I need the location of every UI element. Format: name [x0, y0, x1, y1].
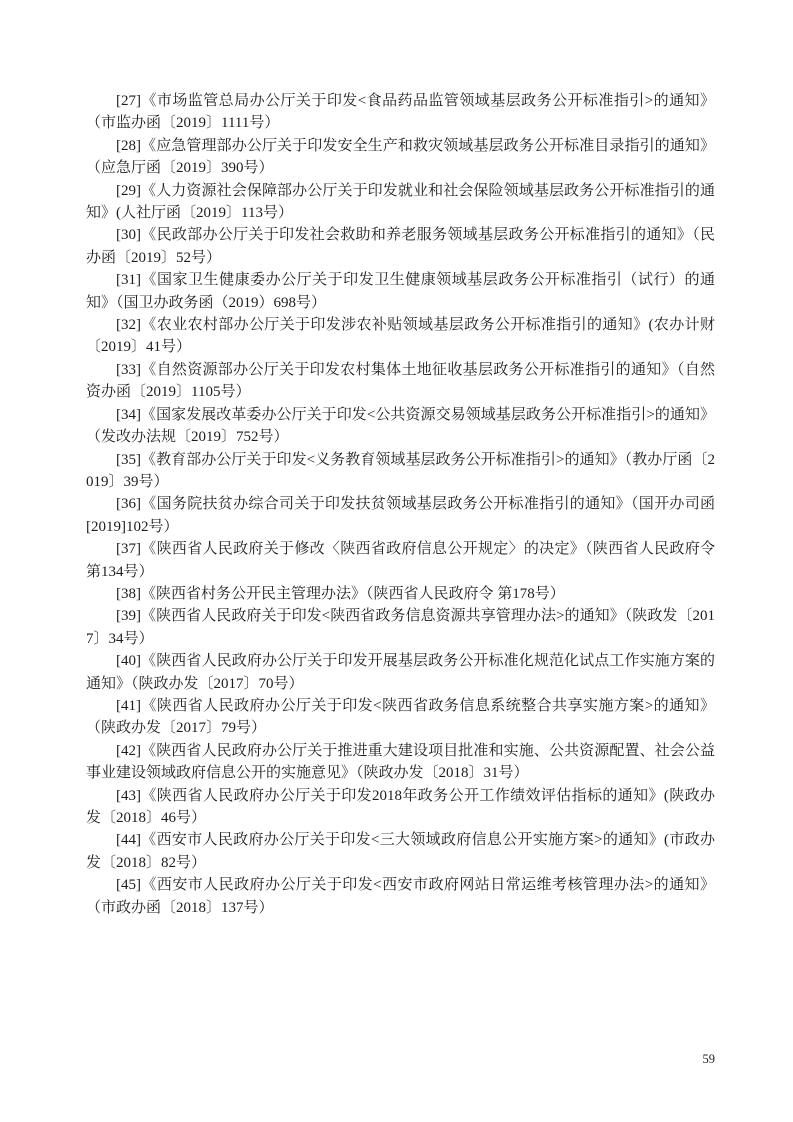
reference-item-27: [27]《市场监管总局办公厅关于印发<食品药品监管领域基层政务公开标准指引>的通知》（市监办函〔2019〕1111号） [86, 93, 715, 132]
reference-list [86, 90, 715, 919]
reference-item-38: [38]《陕西省村务公开民主管理办法》（陕西省人民政府令 第178号） [116, 585, 565, 602]
reference-item-35: [35]《教育部办公厅关于印发<义务教育领域基层政务公开标准指引>的通知》（教办厅函〔2019〕39号） [86, 451, 715, 490]
reference-item-39: [39]《陕西省人民政府关于印发<陕西省政务信息资源共享管理办法>的通知》（陕政发〔2017〕34号） [86, 608, 715, 647]
reference-item-36: [36]《国务院扶贫办综合司关于印发扶贫领域基层政务公开标准指引的通知》（国开办司函[2019]102号） [86, 496, 715, 535]
reference-item-43: [43]《陕西省人民政府办公厅关于印发2018年政务公开工作绩效评估指标的通知》(陕政办发〔2018〕46号） [86, 787, 715, 826]
reference-item-33: [33]《自然资源部办公厅关于印发农村集体土地征收基层政务公开标准指引的通知》（自然资办函〔2019〕1105号） [86, 361, 715, 401]
reference-item-44: [44]《西安市人民政府办公厅关于印发<三大领域政府信息公开实施方案>的通知》(市政办发〔2018〕82号） [86, 832, 715, 871]
reference-item-34: [34]《国家发展改革委办公厅关于印发<公共资源交易领域基层政务公开标准指引>的通知》（发改办法规〔2019〕752号） [86, 406, 715, 446]
reference-item-40: [40]《陕西省人民政府办公厅关于印发开展基层政务公开标准化规范化试点工作实施方案的通知》（陕政办发〔2017〕70号） [86, 653, 715, 692]
reference-item-45: [45]《西安市人民政府办公厅关于印发<西安市政府网站日常运维考核管理办法>的通知》（市政办函〔2018〕137号） [86, 877, 715, 916]
reference-item-29: [29]《人力资源社会保障部办公厅关于印发就业和社会保险领域基层政务公开标准指引的通知》(人社厅函〔2019〕113号） [86, 182, 715, 222]
page-number: 59 [702, 1052, 715, 1066]
reference-item-28: [28]《应急管理部办公厅关于印发安全生产和救灾领域基层政务公开标准目录指引的通知》（应急厅函〔2019〕390号） [86, 137, 715, 177]
reference-item-31: [31]《国家卫生健康委办公厅关于印发卫生健康领域基层政务公开标准指引（试行）的通知》（国卫办政务函（2019）698号） [86, 272, 715, 311]
reference-item-32: [32]《农业农村部办公厅关于印发涉农补贴领域基层政务公开标准指引的通知》(农办计财〔2019〕41号） [86, 317, 715, 356]
reference-item-37: [37]《陕西省人民政府关于修改〈陕西省政府信息公开规定〉的决定》（陕西省人民政府令第134号） [86, 541, 715, 580]
reference-item-30: [30]《民政部办公厅关于印发社会救助和养老服务领域基层政务公开标准指引的通知》（民办函〔2019〕52号） [86, 227, 715, 266]
reference-item-42: [42]《陕西省人民政府办公厅关于推进重大建设项目批准和实施、公共资源配置、社会公益事业建设领域政府信息公开的实施意见》（陕政办发〔2018〕31号） [86, 742, 715, 782]
reference-item-41: [41]《陕西省人民政府办公厅关于印发<陕西省政务信息系统整合共享实施方案>的通知》（陕政办发〔2017〕79号） [86, 697, 715, 737]
